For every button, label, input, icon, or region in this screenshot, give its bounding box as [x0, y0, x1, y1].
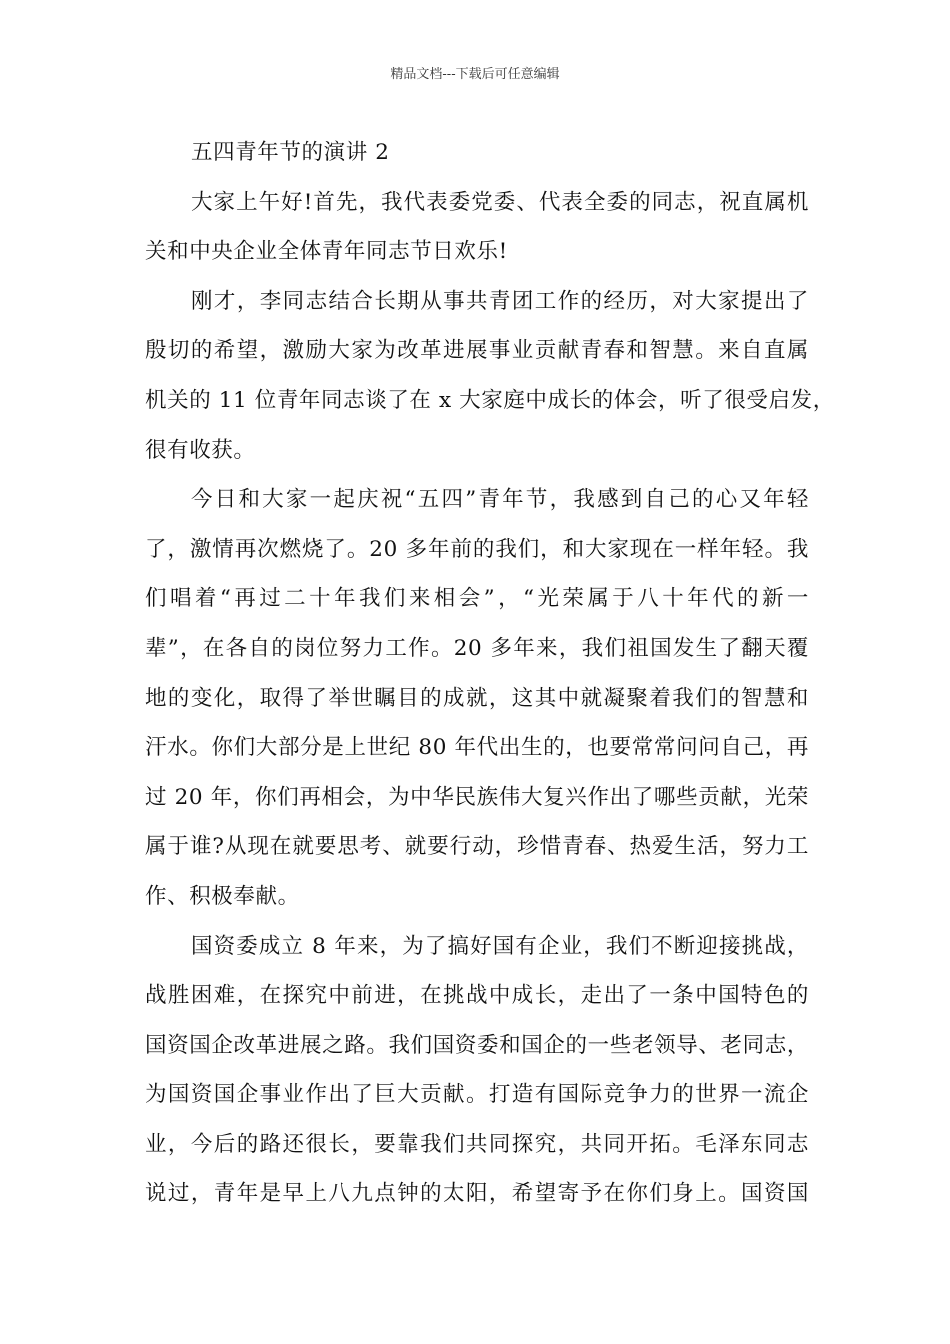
paragraph-line: 很有收获。 — [145, 437, 256, 463]
paragraph-line: 今日和大家一起庆祝“五四”青年节，我感到自己的心又年轻 — [191, 487, 809, 513]
paragraph-line: 们唱着“再过二十年我们来相会”，“光荣属于八十年代的新一 — [145, 586, 809, 612]
paragraph-line: 汗水。你们大部分是上世纪 80 年代出生的，也要常常问问自己，再 — [145, 735, 809, 761]
document-title: 五四青年节的演讲 2 — [191, 140, 390, 165]
paragraph-line: 作、积极奉献。 — [145, 883, 300, 909]
paragraph-line: 刚才，李同志结合长期从事共青团工作的经历，对大家提出了 — [191, 288, 809, 314]
paragraph-line: 国资国企改革进展之路。我们国资委和国企的一些老领导、老同志， — [145, 1032, 809, 1058]
paragraph-line: 了，激情再次燃烧了。20 多年前的我们，和大家现在一样年轻。我 — [145, 536, 809, 562]
paragraph-line: 机关的 11 位青年同志谈了在 x 大家庭中成长的体会，听了很受启发， — [145, 387, 835, 413]
page-header: 精品文档---下载后可任意编辑 — [390, 67, 560, 82]
paragraph-line: 说过，青年是早上八九点钟的太阳，希望寄予在你们身上。国资国 — [145, 1181, 809, 1207]
paragraph-line: 战胜困难，在探究中前进，在挑战中成长，走出了一条中国特色的 — [145, 983, 809, 1009]
document-body — [145, 128, 835, 1219]
paragraph-line: 关和中央企业全体青年同志节日欢乐! — [145, 239, 508, 265]
paragraph-line: 大家上午好!首先，我代表委党委、代表全委的同志，祝直属机 — [191, 189, 809, 215]
paragraph-line: 业，今后的路还很长，要靠我们共同探究，共同开拓。毛泽东同志 — [145, 1131, 809, 1157]
paragraph-line: 属于谁?从现在就要思考、就要行动，珍惜青春、热爱生活，努力工 — [145, 834, 809, 860]
paragraph-line: 辈”，在各自的岗位努力工作。20 多年来，我们祖国发生了翻天覆 — [145, 635, 809, 661]
paragraph-line: 殷切的希望，激励大家为改革进展事业贡献青春和智慧。来自直属 — [145, 338, 809, 364]
paragraph-line: 国资委成立 8 年来，为了搞好国有企业，我们不断迎接挑战， — [191, 933, 809, 959]
paragraph-line: 过 20 年，你们再相会，为中华民族伟大复兴作出了哪些贡献，光荣 — [145, 784, 809, 810]
paragraph-line: 为国资国企事业作出了巨大贡献。打造有国际竞争力的世界一流企 — [145, 1082, 809, 1108]
paragraph-line: 地的变化，取得了举世瞩目的成就，这其中就凝聚着我们的智慧和 — [145, 685, 809, 711]
